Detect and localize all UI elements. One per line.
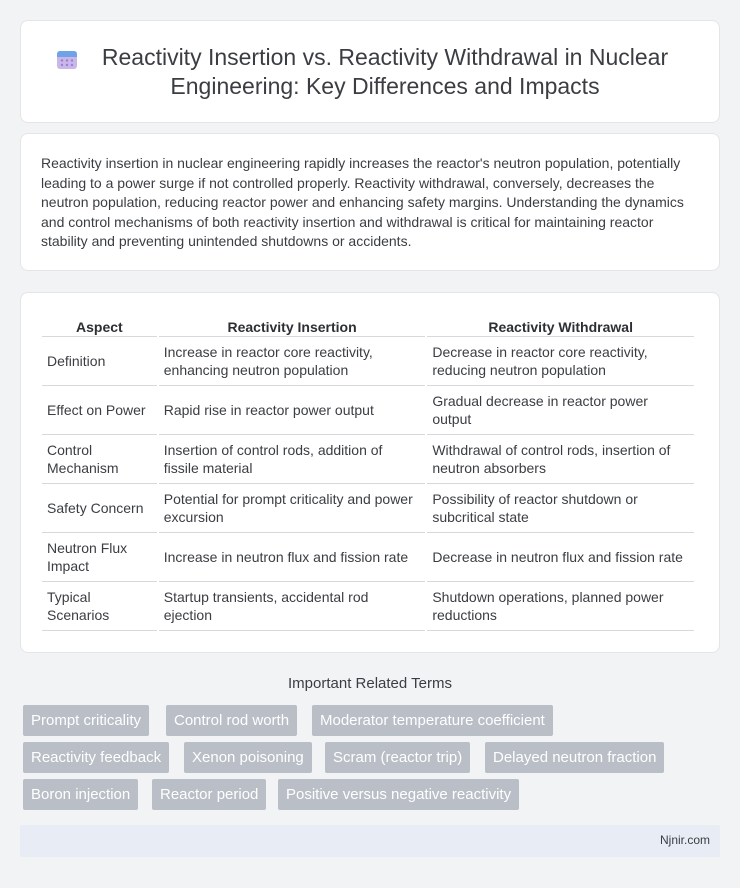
related-terms-title: Important Related Terms (288, 675, 452, 692)
table-row (42, 484, 694, 533)
related-term-tag[interactable]: Prompt criticality (23, 705, 149, 736)
intro-card (20, 133, 720, 271)
related-term-tag[interactable]: Boron injection (23, 779, 138, 810)
related-term-tag[interactable]: Reactor period (152, 779, 266, 810)
table-row (42, 435, 694, 484)
calendar-icon (55, 47, 79, 71)
table-row (42, 386, 694, 435)
cell-withdrawal: Decrease in reactor core reactivity, reducing neutron population (427, 337, 694, 386)
intro-text: Reactivity insertion in nuclear engineering rapidly increases the reactor's neutron population, potentially leading to a power surge if not controlled properly. Reactivity withdrawal, conversely, decreases the neutron population, reducing reactor power and enhancing safety margins. Understanding the dynamics and control mechanisms of both reactivity insertion and withdrawal is critical for maintaining reactor stability and preventing unintended shutdowns or accidents. (41, 155, 684, 250)
cell-aspect: Definition (42, 337, 157, 386)
cell-aspect: Typical Scenarios (42, 582, 157, 631)
related-term-tag[interactable]: Reactivity feedback (23, 742, 169, 773)
header-card (20, 20, 720, 123)
footer (20, 825, 720, 857)
cell-withdrawal: Possibility of reactor shutdown or subcritical state (427, 484, 694, 533)
cell-withdrawal: Withdrawal of control rods, insertion of neutron absorbers (427, 435, 694, 484)
table-header-row (42, 315, 694, 337)
cell-withdrawal: Shutdown operations, planned power reductions (427, 582, 694, 631)
header-insertion: Reactivity Insertion (159, 315, 426, 337)
cell-insertion: Startup transients, accidental rod ejection (159, 582, 426, 631)
related-term-tag[interactable]: Scram (reactor trip) (325, 742, 470, 773)
header-withdrawal: Reactivity Withdrawal (427, 315, 694, 337)
cell-insertion: Increase in neutron flux and fission rate (159, 533, 426, 582)
comparison-table (40, 315, 696, 631)
cell-insertion: Potential for prompt criticality and power excursion (159, 484, 426, 533)
table-row (42, 533, 694, 582)
footer-site[interactable]: Njnir.com (659, 833, 710, 847)
table-row (42, 582, 694, 631)
related-term-tag[interactable]: Xenon poisoning (184, 742, 312, 773)
cell-withdrawal: Decrease in neutron flux and fission rate (427, 533, 694, 582)
cell-insertion: Increase in reactor core reactivity, enhancing neutron population (159, 337, 426, 386)
table-row (42, 337, 694, 386)
page-title: Reactivity Insertion vs. Reactivity Withdrawal in Nuclear Engineering: Key Differences and Impacts (101, 43, 669, 99)
cell-insertion: Insertion of control rods, addition of fissile material (159, 435, 426, 484)
related-term-tag[interactable]: Control rod worth (166, 705, 297, 736)
comparison-card (20, 292, 720, 653)
related-term-tag[interactable]: Delayed neutron fraction (485, 742, 664, 773)
cell-aspect: Safety Concern (42, 484, 157, 533)
cell-aspect: Neutron Flux Impact (42, 533, 157, 582)
related-term-tag[interactable]: Positive versus negative reactivity (278, 779, 519, 810)
cell-aspect: Effect on Power (42, 386, 157, 435)
cell-insertion: Rapid rise in reactor power output (159, 386, 426, 435)
related-term-tag[interactable]: Moderator temperature coefficient (312, 705, 553, 736)
cell-withdrawal: Gradual decrease in reactor power output (427, 386, 694, 435)
header-aspect: Aspect (42, 315, 157, 337)
cell-aspect: Control Mechanism (42, 435, 157, 484)
